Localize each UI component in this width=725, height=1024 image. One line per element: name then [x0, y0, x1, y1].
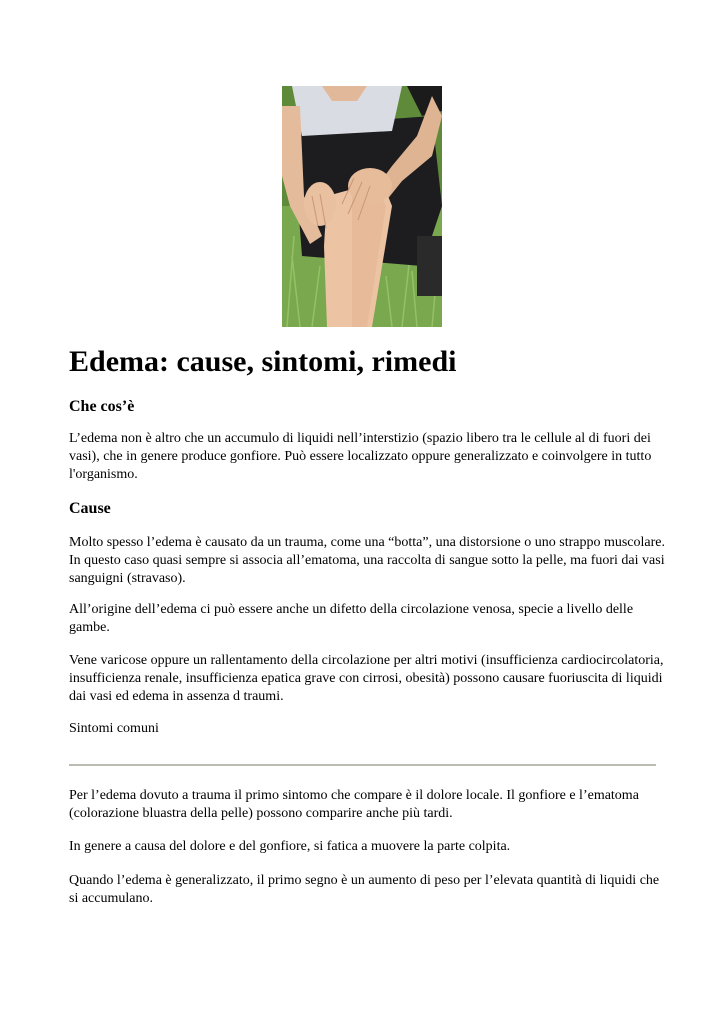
page-title: Edema: cause, sintomi, rimedi — [69, 345, 457, 378]
knee-pain-illustration — [282, 86, 442, 327]
section-heading-what-is: Che cos’è — [69, 398, 135, 415]
paragraph-causes-venous: All’origine dell’edema ci può essere anche un difetto della circolazione venosa, specie a livello delle gambe. — [69, 602, 634, 635]
article-photo — [282, 86, 442, 327]
paragraph-causes-trauma: Molto spesso l’edema è causato da un trauma, come una “botta”, una distorsione o uno strappo muscolare. In questo caso quasi sempre si associa all’ematoma, una raccolta di sangue sotto la pelle, ma fuori dai vasi sanguigni (stravaso). — [69, 535, 665, 586]
paragraph-symptoms-movement: In genere a causa del dolore e del gonfiore, si fatica a muovere la parte colpita. — [69, 839, 511, 854]
paragraph-symptoms-trauma: Per l’edema dovuto a trauma il primo sintomo che compare è il dolore locale. Il gonfiore e l’ematoma (colorazione bluastra della pelle) possono comparire anche più tardi. — [69, 788, 639, 821]
paragraph-definition: L’edema non è altro che un accumulo di liquidi nell’interstizio (spazio libero tra le cellule al di fuori dei vasi), che in genere produce gonfiore. Può essere localizzato oppure generalizzato e coinvolgere in tutto l'organismo. — [69, 431, 652, 482]
section-label-symptoms: Sintomi comuni — [69, 721, 159, 736]
paragraph-causes-varicose: Vene varicose oppure un rallentamento della circolazione per altri motivi (insufficienza cardiocircolatoria, insufficienza renale, insufficienza epatica grave con cirrosi, obesità) possono causare fuoriuscita di liquidi dai vasi ed edema in assenza d traumi. — [69, 653, 664, 704]
paragraph-symptoms-generalized: Quando l’edema è generalizzato, il primo segno è un aumento di peso per l’elevata quantità di liquidi che si accumulano. — [69, 873, 660, 906]
horizontal-divider — [69, 764, 656, 766]
section-heading-causes: Cause — [69, 500, 111, 517]
